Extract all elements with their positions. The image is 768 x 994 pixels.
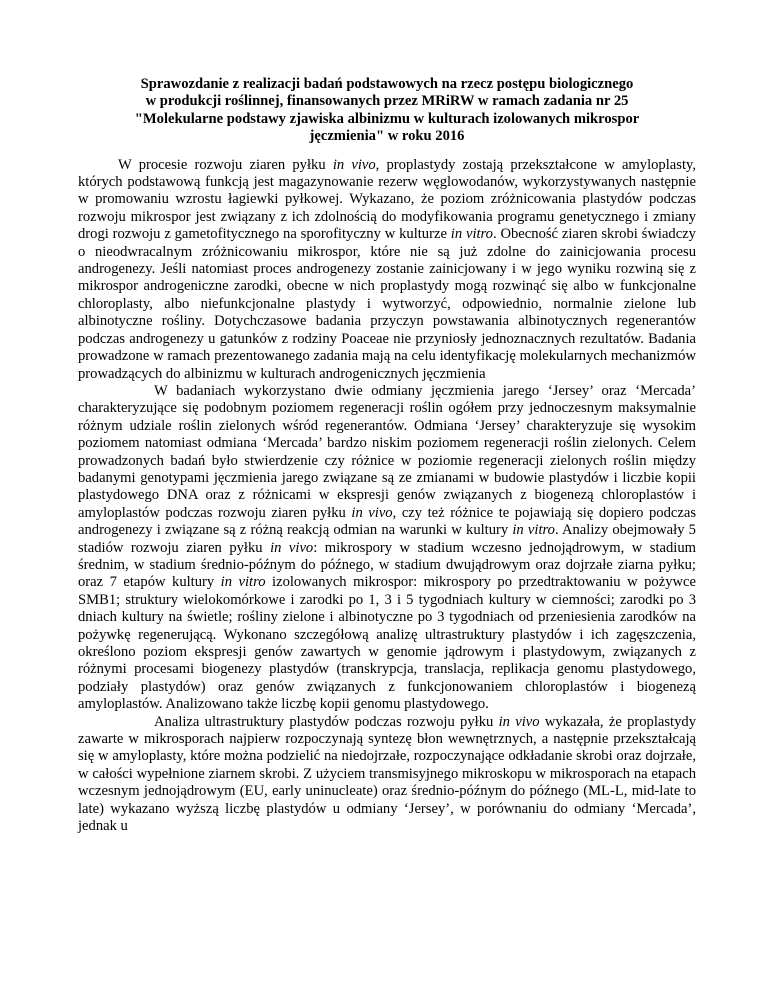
body-paragraph bbox=[78, 383, 696, 714]
text-run: . Analizy obejmowały 5 stadiów rozwoju ziaren pyłku bbox=[78, 522, 696, 556]
text-run: izolowanych mikrospor: mikrospory po przedtraktowaniu w pożywce SMB1; struktury wielokomórkowe i zarodki po 1, 3 i 5 tygodniach kultury w ciemności; zarodki po 3 dniach kultury na świetle; rośliny zielone i albinotyczne po 3 tygodniach od przeniesienia zarodków na pożywkę regenerującą. Wykonano szczegółową analizę ultrastruktury plastydów i ich zagęszczenia, określono poziom ekspresji genów zawartych w genomie jądrowym i plastydowym, związanych z różnymi procesami biogenezy plastydów (transkrypcja, translacja, replikacja genomu plastydowego, podziały plastydów) oraz genów związanych z funkcjonowaniem chloroplastów i biogenezą amyloplastów. Analizowano także liczbę kopii genomu plastydowego. bbox=[78, 574, 696, 713]
italic-term: in vivo bbox=[270, 539, 314, 556]
italic-term: in vivo bbox=[498, 713, 540, 730]
document-page bbox=[78, 76, 696, 835]
italic-term: in vivo bbox=[351, 504, 393, 521]
body-paragraph bbox=[78, 157, 696, 383]
body-paragraph bbox=[78, 714, 696, 836]
text-run: . Obecność ziaren skrobi świadczy o nieodwracalnym zróżnicowaniu mikrospor, które nie są już zdolne do zainicjowania procesu androgenezy. Jeśli natomiast proces androgenezy zostanie zainicjowany i w jego wyniku rozwiną się z mikrospor androgeniczne zarodki, obecne w nich proplastydy mogą rozwinąć się albo w funkcjonalne chloroplasty, albo niefunkcjonalne plastydy i wytworzyć, odpowiednio, normalnie zielone lub albinotyczne rośliny. Dotychczasowe badania przyczyn powstawania albinotycznych regenerantów podczas androgenezy u gatunków z rodziny Poaceae nie przyniosły jednoznacznych rezultatów. Badania prowadzone w ramach prezentowanego zadania mają na celu identyfikację molekularnych mechanizmów prowadzących do albinizmu w kulturach androgenicznych jęczmienia bbox=[78, 226, 696, 382]
title-line: Sprawozdanie z realizacji badań podstawowych na rzecz postępu biologicznego bbox=[140, 76, 634, 92]
text-run: W procesie rozwoju ziaren pyłku bbox=[118, 156, 333, 173]
title-line: "Molekularne podstawy zjawiska albinizmu w kulturach izolowanych mikrospor bbox=[134, 110, 640, 127]
title-line: jęczmienia" w roku 2016 bbox=[309, 128, 465, 145]
text-run: wykazała, że proplastydy zawarte w mikrosporach najpierw rozpoczynają syntezę błon wewnętrznych, a następnie przekształcają się w amyloplasty, które można podzielić na niedojrzałe, rozpoczynające odkładanie skrobi oraz dojrzałe, w całości wypełnione ziarnem skrobi. Z użyciem transmisyjnego mikroskopu w mikrosporach na etapach wczesnym jednojądrowym (EU, early uninucleate) oraz średnio-późnym do późnego (ML-L, mid-late to late) wykazano wyższą liczbę plastydów u odmiany ‘Jersey’, w porównaniu do odmiany ‘Mercada’, jednak u bbox=[78, 713, 697, 835]
italic-term: in vitro bbox=[450, 226, 493, 243]
text-run: : mikrospory w stadium wczesno jednojądrowym, w stadium średnim, w stadium średnio-późnym do późnego, w stadium dwujądrowym oraz dojrzałe ziarna pyłku; oraz 7 etapów kultury bbox=[78, 539, 697, 591]
text-run: W badaniach wykorzystano dwie odmiany jęczmienia jarego ‘Jersey’ oraz ‘Mercada’ charakteryzujące się podobnym poziomem regeneracji roślin ogółem przy jednoczesnym maksymalnie różnym udziale roślin zielonych wśród regenerantów. Odmiana ‘Jersey’ charakteryzuje się wysokim poziomem natomiast odmiana ‘Mercada’ bardzo niskim poziomem regeneracji roślin zielonych. Celem prowadzonych badań było stwierdzenie czy różnice w poziomie regeneracji zielonych roślin między badanymi genotypami jęczmienia jarego związane są ze zmianami w budowie plastydów i liczbie kopii plastydowego DNA oraz z różnicami w ekspresji genów związanych z biogenezą chloroplastów i amyloplastów podczas rozwoju ziaren pyłku bbox=[78, 382, 696, 521]
title-line: w produkcji roślinnej, finansowanych przez MRiRW w ramach zadania nr 25 bbox=[145, 93, 629, 110]
italic-term: in vitro bbox=[512, 522, 555, 539]
italic-term: in vitro bbox=[220, 574, 266, 591]
text-run: , czy też różnice te pojawiają się dopiero podczas androgenezy i związane są z różną reakcją odmian na warunki w kultury bbox=[78, 504, 696, 539]
text-run: , proplastydy zostają przekształcone w amyloplasty, których podstawową funkcją jest magazynowanie rezerw węglowodanów, wykorzystywanych następnie w promowaniu wzrostu łagiewki pyłkowej. Wykazano, że poziom zróżnicowania plastydów podczas rozwoju mikrospor jest związany z ich zdolnością do modyfikowania programu genetycznego i zmiany drogi rozwoju z gametofitycznego na sporofityczny w kulturze bbox=[78, 156, 696, 243]
text-run: Analiza ultrastruktury plastydów podczas rozwoju pyłku bbox=[154, 713, 499, 730]
document-title bbox=[78, 76, 696, 146]
italic-term: in vivo bbox=[332, 156, 376, 173]
